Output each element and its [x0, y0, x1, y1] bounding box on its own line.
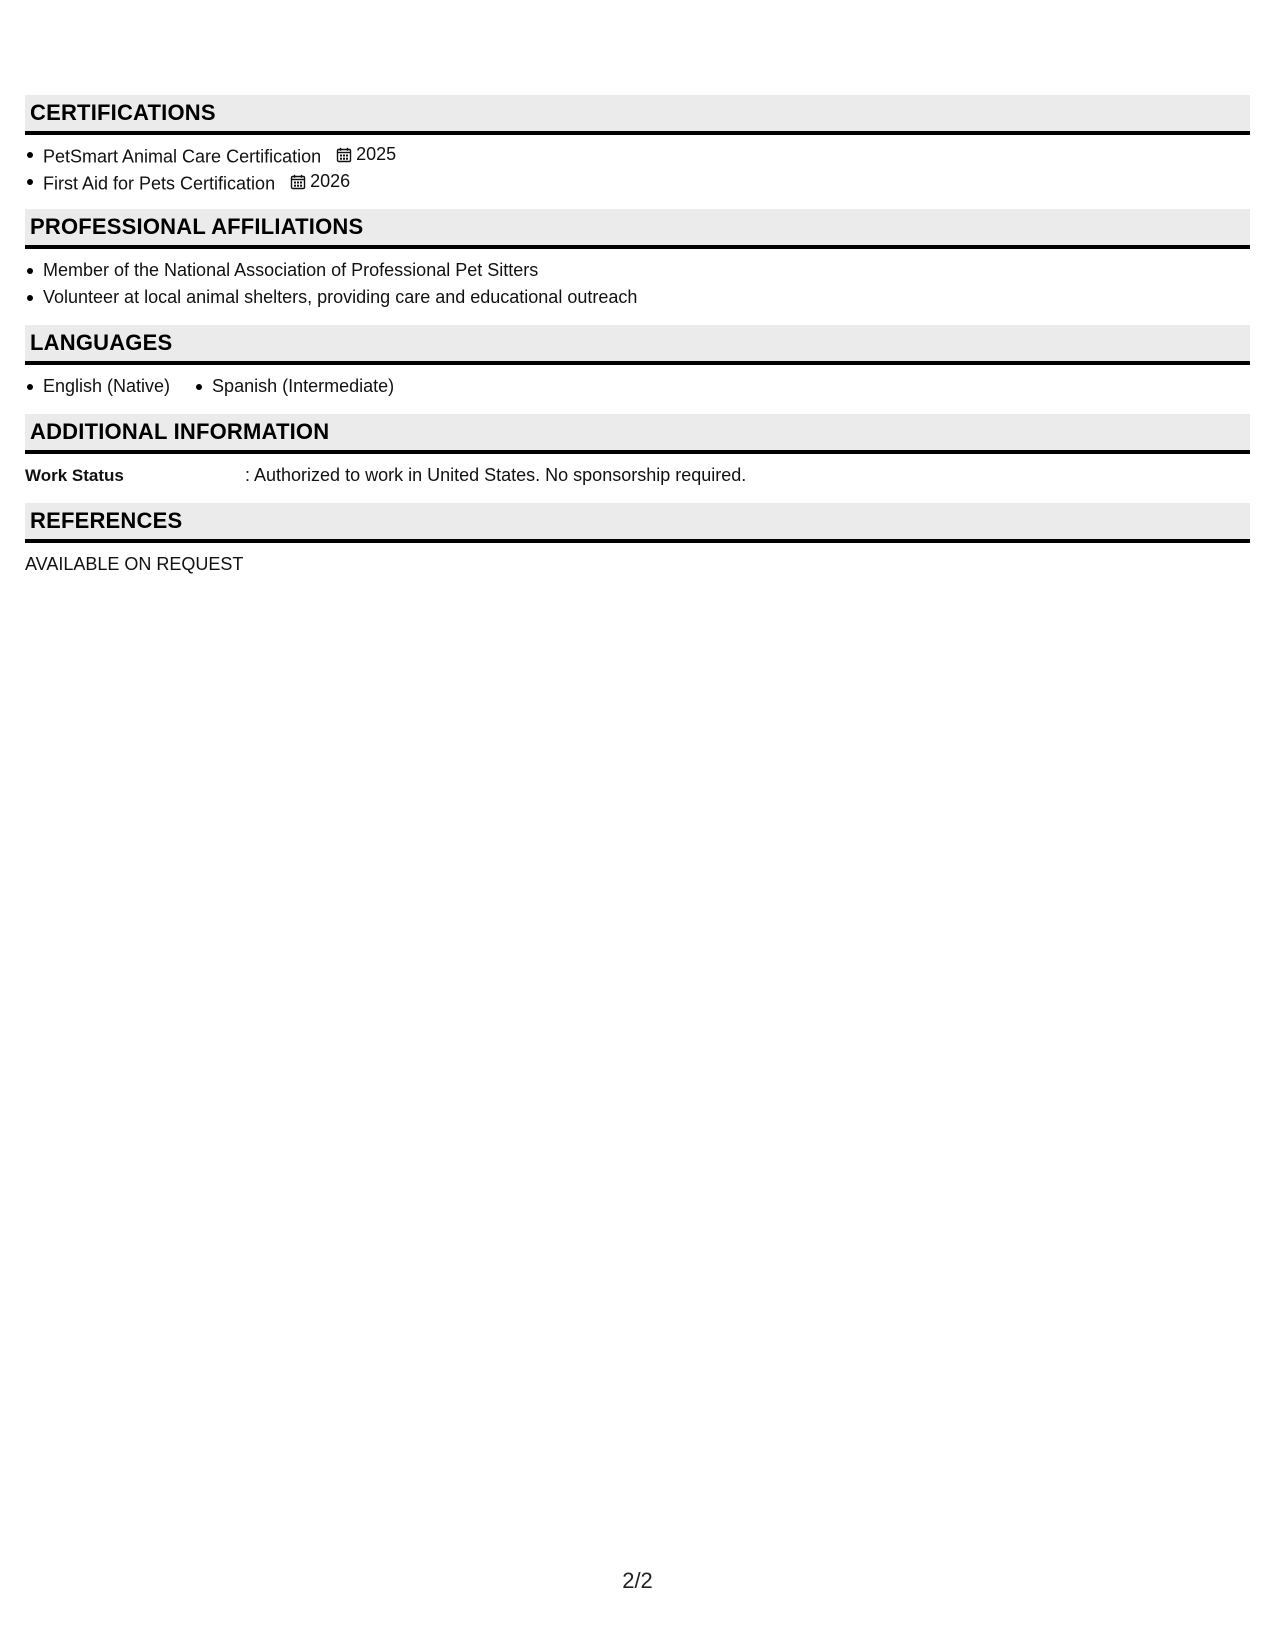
section-header: [25, 414, 1250, 454]
info-value: : Authorized to work in United States. No sponsorship required.: [245, 465, 747, 485]
languages-section: [25, 325, 1250, 414]
section-title: ADDITIONAL INFORMATION: [30, 419, 330, 444]
languages-list: [25, 373, 1250, 400]
section-title: CERTIFICATIONS: [30, 100, 216, 125]
calendar-icon: [336, 147, 352, 163]
resume-page: [25, 95, 1250, 592]
certification-name: PetSmart Animal Care Certification: [43, 146, 322, 167]
affiliations-section: [25, 209, 1250, 325]
list-item: Spanish (Intermediate): [194, 373, 394, 400]
list-item: Member of the National Association of Professional Pet Sitters: [25, 257, 1250, 284]
section-title: LANGUAGES: [30, 330, 173, 355]
section-body: [25, 543, 1250, 592]
certification-year: 2026: [310, 171, 351, 191]
calendar-icon: [290, 174, 306, 190]
list-item: English (Native): [25, 373, 170, 400]
section-body: [25, 249, 1250, 325]
section-header: [25, 95, 1250, 135]
certification-date: [290, 168, 350, 195]
info-key: Work Status: [25, 466, 124, 485]
section-body: [25, 454, 1250, 503]
certifications-list: [25, 141, 1250, 195]
info-row: [25, 462, 1250, 489]
section-header: [25, 209, 1250, 249]
section-title: REFERENCES: [30, 508, 183, 533]
list-item: [25, 168, 1250, 195]
section-header: [25, 325, 1250, 365]
affiliations-list: [25, 257, 1250, 311]
section-body: [25, 365, 1250, 414]
list-item: [25, 141, 1250, 168]
section-header: [25, 503, 1250, 543]
certification-year: 2025: [356, 144, 397, 164]
certification-name: First Aid for Pets Certification: [43, 173, 276, 194]
section-body: [25, 135, 1250, 209]
page-number: 2/2: [622, 1568, 653, 1593]
additional-info-section: [25, 414, 1250, 503]
section-title: PROFESSIONAL AFFILIATIONS: [30, 214, 364, 239]
references-section: [25, 503, 1250, 592]
certifications-section: [25, 95, 1250, 209]
certification-date: [336, 141, 396, 168]
list-item: Volunteer at local animal shelters, providing care and educational outreach: [25, 284, 1250, 311]
references-text: AVAILABLE ON REQUEST: [25, 554, 244, 574]
